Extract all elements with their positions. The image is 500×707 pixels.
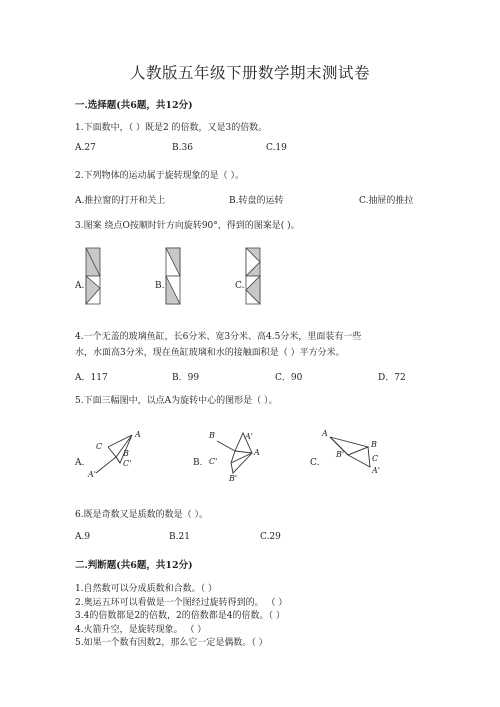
section-heading-judgement: 二.判断题(共6题，共12分)	[75, 560, 193, 571]
judgement-item-3: 3.4的倍数都是2的倍数，2的倍数都是4的倍数。（ ）	[75, 611, 285, 621]
question-5-stem: 5.下面三幅图中，以点A为旋转中心的图形是（ ）。	[75, 396, 278, 406]
question-3-stem: 3.图案 绕点O按顺时针方向旋转90°，得到的图案是( )。	[75, 221, 300, 231]
q6-option-c: C.29	[260, 532, 281, 542]
q5-figure-a	[86, 425, 151, 480]
question-2-stem: 2.下列物体的运动属于旋转现象的是（ ）。	[75, 171, 244, 181]
fig-a-label-a-prime: A'	[88, 470, 96, 479]
fig-c-label-a-prime: A'	[372, 466, 380, 475]
q3-option-a: A.	[75, 281, 85, 291]
q1-option-b: B.36	[172, 143, 193, 153]
judgement-item-2: 2.奥运五环可以看做是一个图经过旋转得到的。 （ ）	[75, 598, 288, 608]
q5-figure-c	[322, 425, 387, 480]
judgement-item-4: 4.火箭升空，是旋转现象。 （ ）	[75, 625, 207, 635]
fig-a-label-a: A	[135, 430, 141, 439]
fig-c-label-a: A	[322, 429, 328, 438]
q2-option-b: B.转盘的运转	[229, 196, 284, 206]
judgement-item-1: 1.自然数可以分成质数和合数。（ ）	[75, 584, 217, 594]
question-4-stem-line2: 水，水面高3分米，现在鱼缸玻璃和水的接触面积是（ ）平方分米。	[75, 348, 345, 358]
fig-b-label-a: A	[254, 448, 260, 457]
fig-c-label-b-prime: B'	[336, 450, 345, 459]
question-4-stem-line1: 4.一个无盖的玻璃鱼缸，长6分米、宽3分米、高4.5分米，里面装有一些	[75, 332, 362, 342]
fig-b-label-b: B	[209, 431, 215, 440]
q6-option-b: B.21	[169, 532, 190, 542]
fig-c-label-b: B	[371, 440, 377, 449]
fig-a-label-c-prime: C'	[123, 459, 132, 468]
question-1-stem: 1.下面数中，（ ）既是2 的倍数，又是3的倍数。	[75, 123, 268, 133]
q3-option-c: C.	[235, 281, 245, 291]
q3-figure-a	[83, 248, 103, 306]
question-6-stem: 6.既是奇数又是质数的数是（ ）。	[75, 510, 208, 520]
fig-b-label-c-prime: C'	[209, 457, 218, 466]
q3-figure-c	[243, 248, 263, 306]
q2-option-c: C.抽屉的推拉	[359, 196, 414, 206]
q5-option-a: A.	[75, 458, 85, 468]
fig-b-label-a-prime: A'	[245, 432, 253, 441]
q3-option-b: B.	[155, 281, 165, 291]
q5-figure-b	[205, 425, 270, 483]
q5-option-b: B.	[193, 458, 203, 468]
q3-figure-b	[163, 248, 183, 306]
q1-option-a: A.27	[75, 143, 96, 153]
fig-b-label-b-prime: B'	[229, 474, 238, 483]
fig-c-label-c: C	[372, 454, 379, 463]
q5-option-c: C.	[310, 458, 320, 468]
page-title: 人教版五年级下册数学期末测试卷	[129, 64, 370, 82]
q4-option-a: A．117	[75, 373, 108, 383]
q4-option-c: C．90	[275, 373, 303, 383]
fig-a-label-b: B	[123, 449, 129, 458]
section-heading-choice: 一.选择题(共6题，共12分)	[75, 100, 193, 111]
q6-option-a: A.9	[75, 532, 91, 542]
q4-option-d: D．72	[378, 373, 406, 383]
q1-option-c: C.19	[266, 143, 287, 153]
q2-option-a: A.推拉窗的打开和关上	[75, 196, 166, 206]
judgement-item-5: 5.如果一个数有因数2，那么它一定是偶数。（ ）	[75, 638, 268, 648]
q4-option-b: B．99	[172, 373, 200, 383]
fig-a-label-c: C	[96, 442, 103, 451]
